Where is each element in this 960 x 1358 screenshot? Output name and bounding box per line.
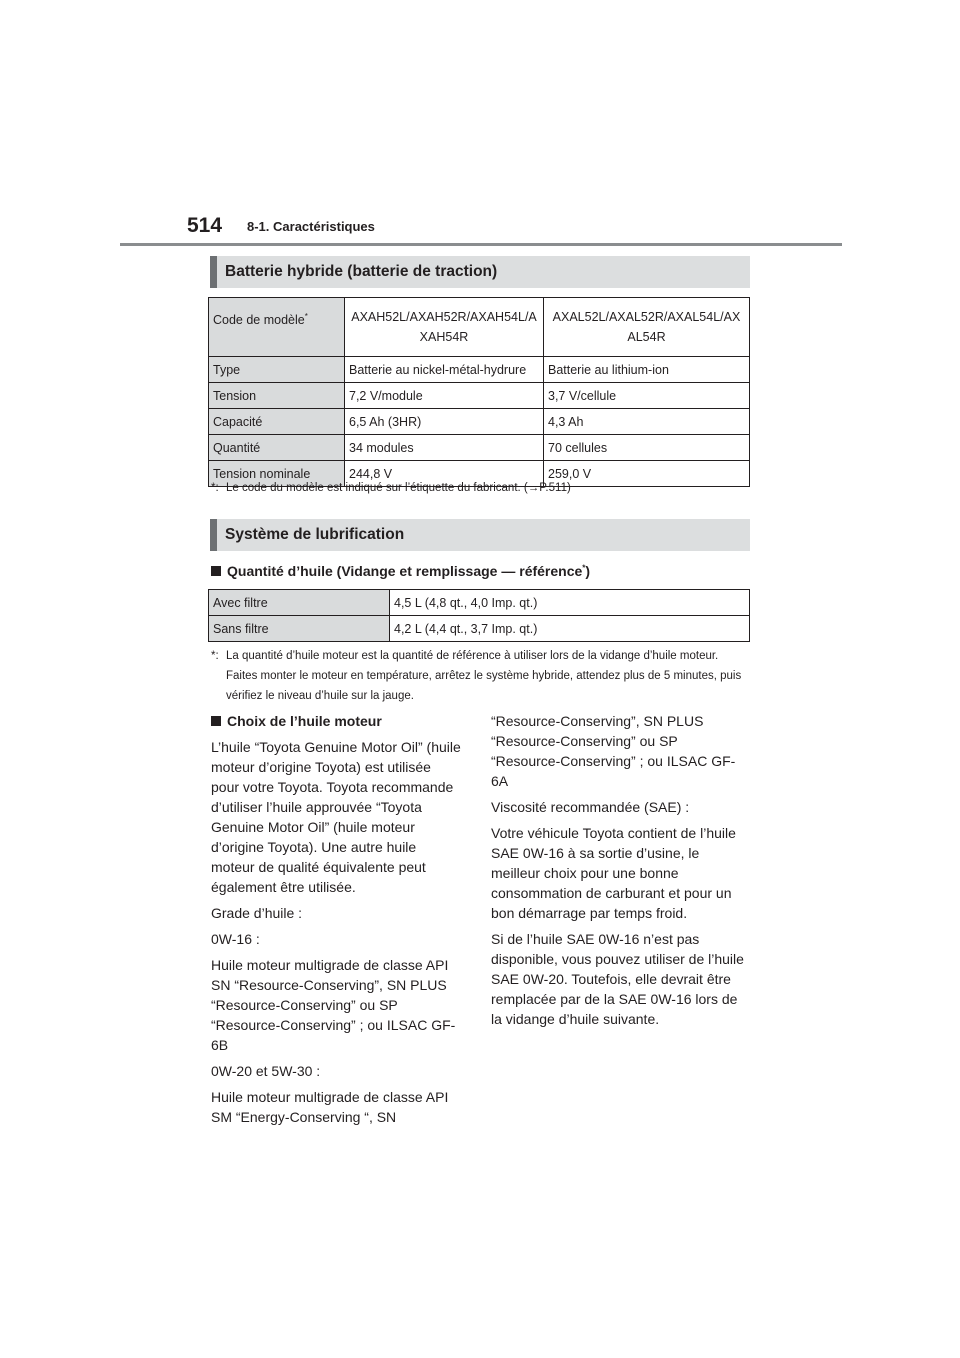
table-cell: Batterie au nickel-métal-hydrure [345,357,544,383]
body-column-left [211,737,461,1133]
table-cell: 70 cellules [544,435,750,461]
paragraph: Viscosité recommandée (SAE) : [491,799,690,815]
battery-footnote [211,478,746,498]
model-col1-line2: XAH54R [419,330,469,344]
square-bullet-icon [211,566,221,576]
body-column-right [491,711,747,1035]
table-header-cell: Avec filtre [209,590,390,616]
section-heading-lubrication: Système de lubrification [210,519,750,551]
footnote-text: Le code du modèle est indiqué sur l’étiquette du fabricant. (→P.511) [226,482,571,494]
table-header-cell [209,298,345,357]
table-header-cell: Tension [209,383,345,409]
battery-spec-table [208,297,750,487]
footnote-mark: *: [211,650,219,662]
table-row [209,409,750,435]
table-cell: 34 modules [345,435,544,461]
table-row [209,383,750,409]
oil-choice-heading-text: Choix de l’huile moteur [227,713,382,729]
paragraph: Huile moteur multigrade de classe API SN “Resource-Conserving”, SN PLUS “Resource-Conserving” ou SP “Resource-Conserving” ; ou ILSAC GF-6B [211,957,456,1053]
table-cell: 4,3 Ah [544,409,750,435]
square-bullet-icon [211,716,221,726]
table-cell [345,298,544,357]
paragraph: Votre véhicule Toyota contient de l’huile SAE 0W-16 à sa sortie d’usine, le meilleur choix pour une bonne consommation de carburant et pour un bon démarrage par temps froid. [491,825,736,921]
table-header-cell: Sans filtre [209,616,390,642]
paragraph: Huile moteur multigrade de classe API SM “Energy-Conserving “, SN [211,1089,449,1125]
paragraph: 0W-20 et 5W-30 : [211,1063,321,1079]
table-cell: 259,0 V [544,461,750,487]
table-row [209,357,750,383]
model-col2-line2: AL54R [627,330,666,344]
oil-quantity-table [208,589,750,642]
footnote-mark: *: [211,482,219,494]
paragraph: 0W-16 : [211,931,260,947]
table-row [209,616,750,642]
footnote-mark: * [304,312,308,321]
footnote-text: La quantité d’huile moteur est la quantité de référence à utiliser lors de la vidange d’huile moteur. Faites monter le moteur en température, arrêtez le système hybride, attendez plus de 5 minutes, puis vérifiez le niveau d’huile sur la jauge. [226,650,742,702]
section-heading-battery: Batterie hybride (batterie de traction) [210,256,750,288]
table-cell: Batterie au lithium-ion [544,357,750,383]
chapter-title: 8-1. Caractéristiques [247,219,375,234]
model-col2-line1: AXAL52L/AXAL52R/AXAL54L/AX [552,310,741,324]
table-cell: 6,5 Ah (3HR) [345,409,544,435]
table-row [209,298,750,357]
table-cell: 3,7 V/cellule [544,383,750,409]
paragraph: L’huile “Toyota Genuine Motor Oil” (huile moteur d’origine Toyota) est utilisée pour votre Toyota. Toyota recommande d’utiliser l’huile approuvée “Toyota Genuine Motor Oil” (huile moteur d’origine Toyota). Une autre huile moteur de qualité équivalente peut également être utilisée. [211,739,461,895]
table-cell: 244,8 V [345,461,544,487]
header-rule [120,243,842,246]
table-cell [544,298,750,357]
footnote-mark: * [582,563,586,573]
table-header-cell: Capacité [209,409,345,435]
model-col1-line1: AXAH52L/AXAH52R/AXAH54L/A [351,310,537,324]
table-header-cell: Type [209,357,345,383]
table-row [209,590,750,616]
oil-quantity-heading-text: Quantité d’huile (Vidange et remplissage — référence [227,563,583,579]
oil-quantity-footnote [211,646,748,706]
table-header-cell: Quantité [209,435,345,461]
oil-choice-heading [211,713,382,729]
table-row [209,435,750,461]
paragraph: Si de l’huile SAE 0W-16 n’est pas disponible, vous pouvez utiliser de l’huile SAE 0W-20. Toutefois, elle devrait être remplacée par de la SAE 0W-16 lors de la vidange d’huile suivante. [491,931,744,1027]
oil-quantity-heading [211,563,590,579]
paragraph: Grade d’huile : [211,905,303,921]
table-header-cell: Tension nominale [209,461,345,487]
heading-close-paren: ) [585,563,591,579]
table-cell: 7,2 V/module [345,383,544,409]
table-cell: 4,5 L (4,8 qt., 4,0 Imp. qt.) [390,590,750,616]
page-number: 514 [187,214,223,237]
model-label: Code de modèle [213,313,305,328]
paragraph: “Resource-Conserving”, SN PLUS “Resource-Conserving” ou SP “Resource-Conserving” ; ou ILSAC GF-6A [491,713,736,789]
table-cell: 4,2 L (4,4 qt., 3,7 Imp. qt.) [390,616,750,642]
